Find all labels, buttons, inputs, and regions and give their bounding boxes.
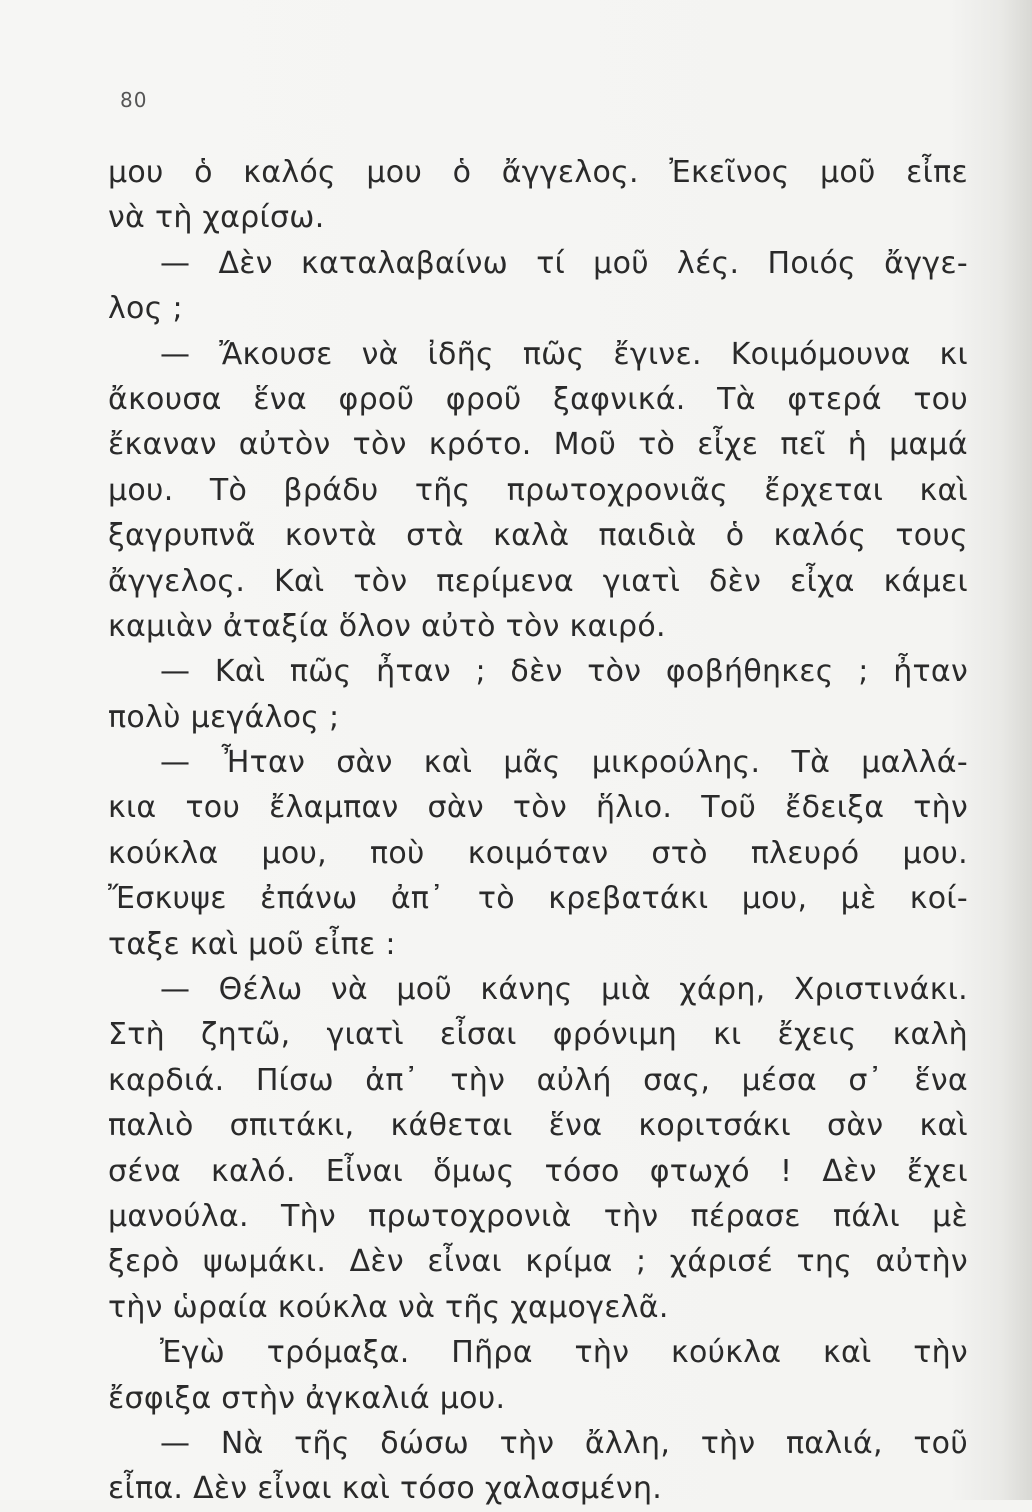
text-line: καρδιά. Πίσω ἀπ᾽ τὴν αὐλή σας, μέσα σ᾽ ἕνα: [108, 1062, 968, 1098]
text-line: πολὺ μεγάλος ;: [108, 699, 340, 735]
body-text: [108, 150, 968, 1512]
text-line: παλιὸ σπιτάκι, κάθεται ἕνα κοριτσάκι σὰν καὶ: [108, 1108, 968, 1144]
text-line: — Θέλω νὰ μοῦ κάνης μιὰ χάρη, Χριστινάκι.: [160, 972, 968, 1008]
text-line: ἄκουσα ἕνα φροῦ φροῦ ξαφνικά. Τὰ φτερά του: [108, 381, 968, 417]
text-line: — Ἄκουσε νὰ ἰδῆς πῶς ἔγινε. Κοιμόμουνα κι: [160, 336, 968, 372]
text-line: σένα καλό. Εἶναι ὅμως τόσο φτωχό ! Δὲν ἔχει: [108, 1153, 968, 1189]
text-line: ξαγρυπνᾶ κοντὰ στὰ καλὰ παιδιὰ ὁ καλός τους: [108, 518, 968, 554]
text-line: Ἐγὼ τρόμαξα. Πῆρα τὴν κούκλα καὶ τὴν: [160, 1335, 968, 1371]
text-line: κούκλα μου, ποὺ κοιμόταν στὸ πλευρό μου.: [108, 835, 968, 871]
text-line: ξερὸ ψωμάκι. Δὲν εἶναι κρίμα ; χάρισέ της αὐτὴν: [108, 1244, 968, 1280]
text-line: ἄγγελος. Καὶ τὸν περίμενα γιατὶ δὲν εἶχα κάμει: [108, 563, 968, 599]
text-line: — Ἦταν σὰν καὶ μᾶς μικρούλης. Τὰ μαλλά-: [160, 745, 968, 781]
text-line: κια του ἔλαμπαν σὰν τὸν ἥλιο. Τοῦ ἔδειξα τὴν: [108, 790, 968, 826]
text-line: ἔσφιξα στὴν ἀγκαλιά μου.: [108, 1380, 506, 1416]
text-line: Ἔσκυψε ἐπάνω ἀπ᾽ τὸ κρεβατάκι μου, μὲ κοί-: [108, 881, 968, 917]
text-line: μου ὁ καλός μου ὁ ἄγγελος. Ἐκεῖνος μοῦ εἶπε: [108, 155, 968, 190]
text-line: καμιὰν ἀταξία ὅλον αὐτὸ τὸν καιρό.: [108, 608, 666, 644]
text-line: μου. Τὸ βράδυ τῆς πρωτοχρονιᾶς ἔρχεται καὶ: [108, 472, 968, 508]
text-line: ἔκαναν αὐτὸν τὸν κρότο. Μοῦ τὸ εἶχε πεῖ ἡ μαμά: [108, 427, 968, 463]
text-line: Στὴ ζητῶ, γιατὶ εἶσαι φρόνιμη κι ἔχεις καλὴ: [108, 1017, 968, 1053]
text-line: νὰ τὴ χαρίσω.: [108, 200, 325, 236]
text-line: τὴν ὡραία κούκλα νὰ τῆς χαμογελᾶ.: [108, 1289, 669, 1325]
page-number: 80: [120, 88, 148, 112]
text-line: εἶπα. Δὲν εἶναι καὶ τόσο χαλασμένη.: [108, 1471, 663, 1507]
text-line: — Δὲν καταλαβαίνω τί μοῦ λές. Ποιός ἄγγε-: [160, 245, 968, 281]
text-line: λος ;: [108, 291, 183, 327]
text-line: — Καὶ πῶς ἦταν ; δὲν τὸν φοβήθηκες ; ἦταν: [160, 654, 968, 690]
text-line: — Νὰ τῆς δώσω τὴν ἄλλη, τὴν παλιά, τοῦ: [160, 1425, 968, 1461]
text-line: μανούλα. Τὴν πρωτοχρονιὰ τὴν πέρασε πάλι μὲ: [108, 1198, 968, 1234]
text-line: ταξε καὶ μοῦ εἶπε :: [108, 926, 396, 962]
